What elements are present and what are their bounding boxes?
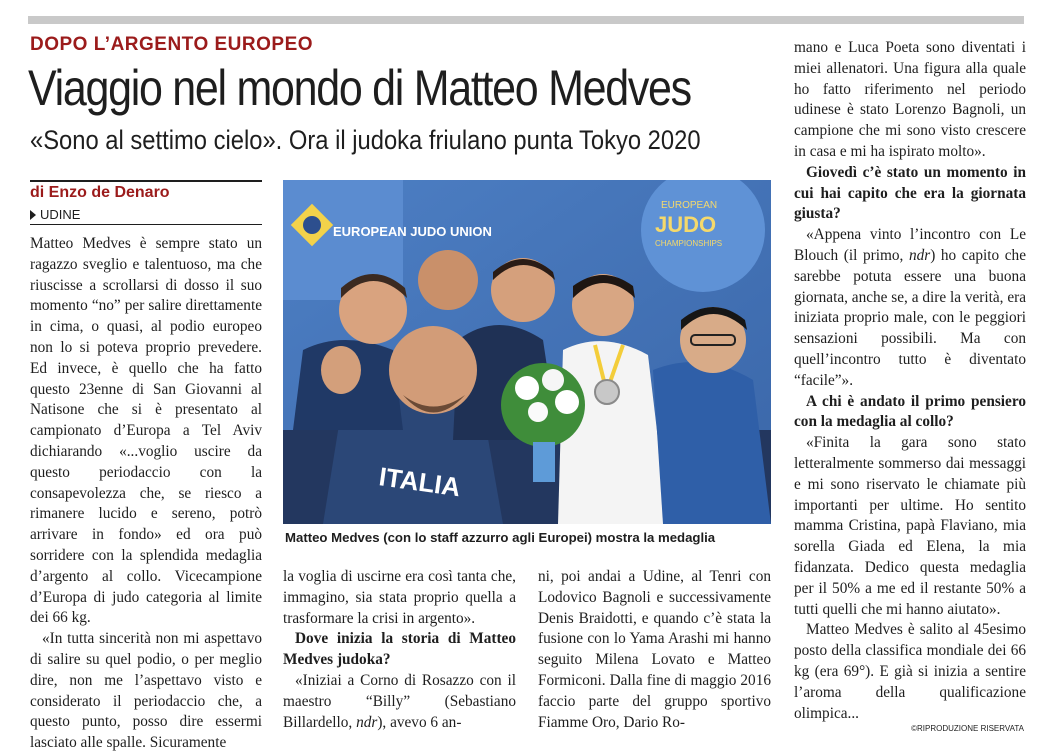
photo-caption: Matteo Medves (con lo staff azzurro agli Europei) mostra la medaglia xyxy=(285,530,716,545)
article-byline: di Enzo de Denaro xyxy=(30,184,170,201)
paragraph: Matteo Medves è salito al 45esimo posto della classifica mondiale dei 66 kg (era 69°). E già si inizia a sentire l’aroma della qualificazione olimpica... xyxy=(794,621,1026,722)
text-run: «Appena vinto l’incontro con Le Blouch (il primo, xyxy=(794,226,1026,264)
banner-right-text-2: JUDO xyxy=(655,212,717,237)
article-photo xyxy=(283,180,771,524)
banner-right-text-3: CHAMPIONSHIPS xyxy=(655,239,723,248)
text-run: ) ho capito che sarebbe potuta essere una buona giornata, anche se, a dire la verità, era iniziata proprio male, con le peggiori sensazioni possibili. Ma con quell’incontro tutto è diventato “facile”». xyxy=(794,246,1026,389)
dateline-marker-icon xyxy=(30,210,36,220)
copyright-notice: ©RIPRODUZIONE RISERVATA xyxy=(911,724,1024,733)
paragraph: «In tutta sincerità non mi aspettavo di salire su quel podio, o per meglio dire, non me l’aspettavo visto e considerato il periodaccio che, a questo punto, posso dire essermi lasciato alle spalle. Sicuramente xyxy=(30,630,262,752)
top-rule xyxy=(28,16,1024,24)
article-column-2 xyxy=(283,567,516,733)
dateline-city: UDINE xyxy=(40,207,81,222)
text-run-italic: ndr xyxy=(356,713,378,731)
interview-question: Giovedì c’è stato un momento in cui hai capito che era la giornata giusta? xyxy=(794,163,1026,223)
paragraph: mano e Luca Poeta sono diventati i miei allenatori. Una figura alla quale ho fatto riferimento nel periodo udinese è stato Lorenzo Bagnoli, un campione che mi sono visto crescere in casa e mi ha ispirato molto». xyxy=(794,39,1026,160)
dateline-rule xyxy=(30,224,262,225)
paragraph xyxy=(794,225,1026,391)
byline-rule xyxy=(30,180,262,182)
interview-question: Dove inizia la storia di Matteo Medves judoka? xyxy=(283,630,516,669)
shirt-text: ITALIA xyxy=(377,461,463,503)
article-subhead: «Sono al settimo cielo». Ora il judoka friulano punta Tokyo 2020 xyxy=(30,125,701,155)
banner-left-text: EUROPEAN JUDO UNION xyxy=(333,224,492,239)
paragraph: la voglia di uscirne era così tanta che, immagino, sia stata proprio quella a trasformare la crisi in argento». xyxy=(283,568,516,627)
person-front-face xyxy=(389,326,477,414)
article-column-1 xyxy=(30,234,262,754)
interview-question: A chi è andato il primo pensiero con la medaglia al collo? xyxy=(794,392,1026,431)
banner-right-text-1: EUROPEAN xyxy=(661,200,718,211)
paragraph xyxy=(283,671,516,733)
text-run: «Iniziai a Corno di Rosazzo con il maestro “Billy” (Sebastiano Billardello, xyxy=(283,671,516,731)
article-column-4 xyxy=(794,38,1026,724)
medal-icon xyxy=(595,380,619,404)
paragraph: Matteo Medves è sempre stato un ragazzo sveglio e talentuoso, ma che riuscisse a scrollarsi di dosso il suo momento “no” per salire direttamente in cima, o quasi, al podio europeo non lo si poteva proprio prevedere. Ed invece, è quello che ha fatto questo 23enne di San Giovanni al Natisone che si è presentato al campionato d’Europa a Tel Aviv dichiarando «...voglio uscire da questo periodaccio con la consapevolezza che, se riesco a rimanere lucido e sereno, potrò arrivare in fondo» ed ora può sorridere con la splendida medaglia d’argento al collo. Vicecampione d’Europa di judo categoria al limite dei 66 kg. xyxy=(30,235,262,627)
paragraph: ni, poi andai a Udine, al Tenri con Lodovico Bagnoli e successivamente Denis Braidotti, e quando c’è stata la fusione con lo Yama Arashi mi hanno seguito Milena Lovato e Matteo Formiconi. Dalla fine di maggio 2016 faccio parte del gruppo sportivo Fiamme Oro, Dario Ro- xyxy=(538,568,771,731)
text-run: ), avevo 6 an- xyxy=(377,713,462,731)
article-column-3 xyxy=(538,567,771,733)
group-photo-illustration xyxy=(283,180,771,524)
article-headline: Viaggio nel mondo di Matteo Medves xyxy=(28,60,691,116)
dateline xyxy=(30,207,80,222)
text-run-italic: ndr xyxy=(908,246,931,264)
paragraph: «Finita la gara sono stato letteralmente sommerso dai messaggi e mi sono riservato le chiamate più importanti per ultime. Ho sentito mamma Cristina, papà Flaviano, mia sorella Giada ed Elena, la mia fidanzata. Dedico questa medaglia per il 50% a me ed il restante 50% a tutti quelli che mi hanno aiutato». xyxy=(794,434,1026,618)
article-kicker: DOPO L’ARGENTO EUROPEO xyxy=(30,34,314,55)
